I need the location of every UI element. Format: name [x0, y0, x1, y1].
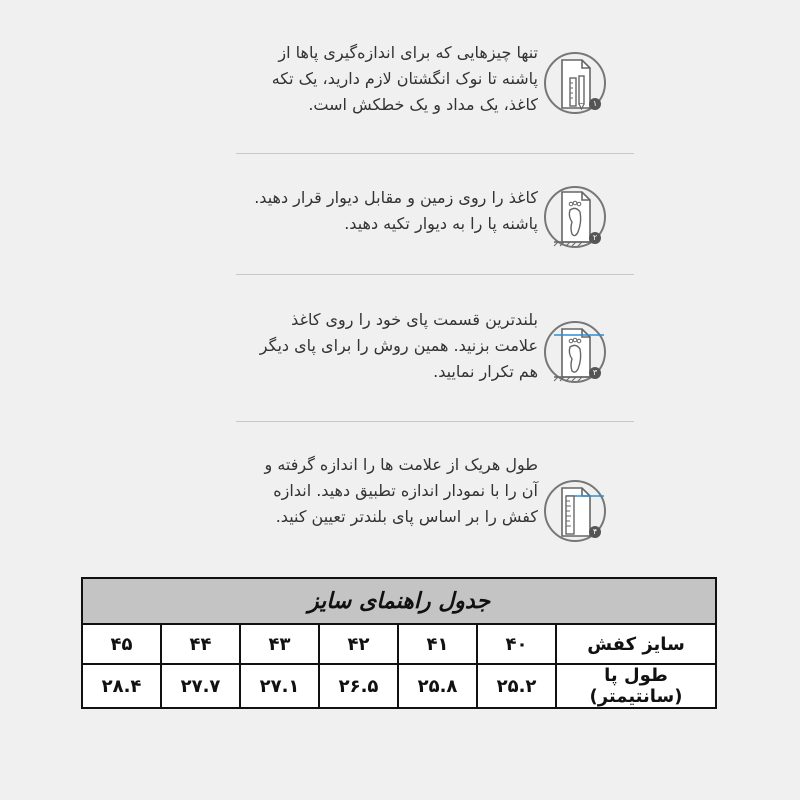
foot-length-cell: ۲۵.۲ — [477, 664, 556, 708]
step-2 — [236, 170, 634, 260]
step-3 — [236, 295, 634, 405]
foot-length-cell: ۲۶.۵ — [319, 664, 398, 708]
step-1 — [236, 30, 634, 130]
step-2-number: ۲ — [592, 233, 598, 242]
divider-1 — [236, 153, 634, 154]
table-row — [82, 664, 716, 708]
divider-3 — [236, 421, 634, 422]
paper-ruler-pencil-icon — [540, 48, 610, 118]
shoe-size-cell: ۴۰ — [477, 624, 556, 664]
step-4-text: طول هریک از علامت ها را اندازه گرفته و آن را با نمودار اندازه تطبیق دهید. اندازه کفش را بر اساس پای بلندتر تعیین کنید. — [264, 455, 538, 526]
shoe-size-cell: ۴۴ — [161, 624, 240, 664]
table-row — [82, 624, 716, 664]
step-1-number: ۱ — [592, 99, 598, 108]
step-3-text: بلندترین قسمت پای خود را روی کاغذ علامت بزنید. همین روش را برای پای دیگر هم تکرار نمایید. — [259, 310, 538, 381]
foot-length-cell: ۲۸.۴ — [82, 664, 161, 708]
foot-length-cell: ۲۷.۱ — [240, 664, 319, 708]
step-3-number: ۳ — [592, 368, 598, 377]
step-4 — [236, 442, 634, 562]
shoe-size-cell: ۴۳ — [240, 624, 319, 664]
divider-2 — [236, 274, 634, 275]
size-guide-table — [81, 577, 717, 709]
step-2-text: کاغذ را روی زمین و مقابل دیوار قرار دهید. پاشنه پا را به دیوار تکیه دهید. — [254, 188, 538, 233]
foot-length-cell: ۲۷.۷ — [161, 664, 240, 708]
table-title: جدول راهنمای سایز — [82, 578, 716, 624]
shoe-size-cell: ۴۵ — [82, 624, 161, 664]
table-title-row — [82, 578, 716, 624]
foot-length-cell: ۲۵.۸ — [398, 664, 477, 708]
paper-ruler-measure-icon — [540, 476, 610, 546]
step-1-text: تنها چیزهایی که برای اندازه‌گیری پاها از پاشنه تا نوک انگشتان لازم دارید، یک تکه کاغذ، یک مداد و یک خطکش است. — [271, 43, 538, 114]
shoe-size-label: سایز کفش — [556, 624, 716, 664]
paper-foot-mark-icon — [540, 317, 610, 387]
foot-length-label: طول پا (سانتیمتر) — [556, 664, 716, 708]
shoe-size-cell: ۴۲ — [319, 624, 398, 664]
step-4-number: ۴ — [592, 527, 598, 536]
shoe-size-cell: ۴۱ — [398, 624, 477, 664]
paper-foot-icon — [540, 182, 610, 252]
